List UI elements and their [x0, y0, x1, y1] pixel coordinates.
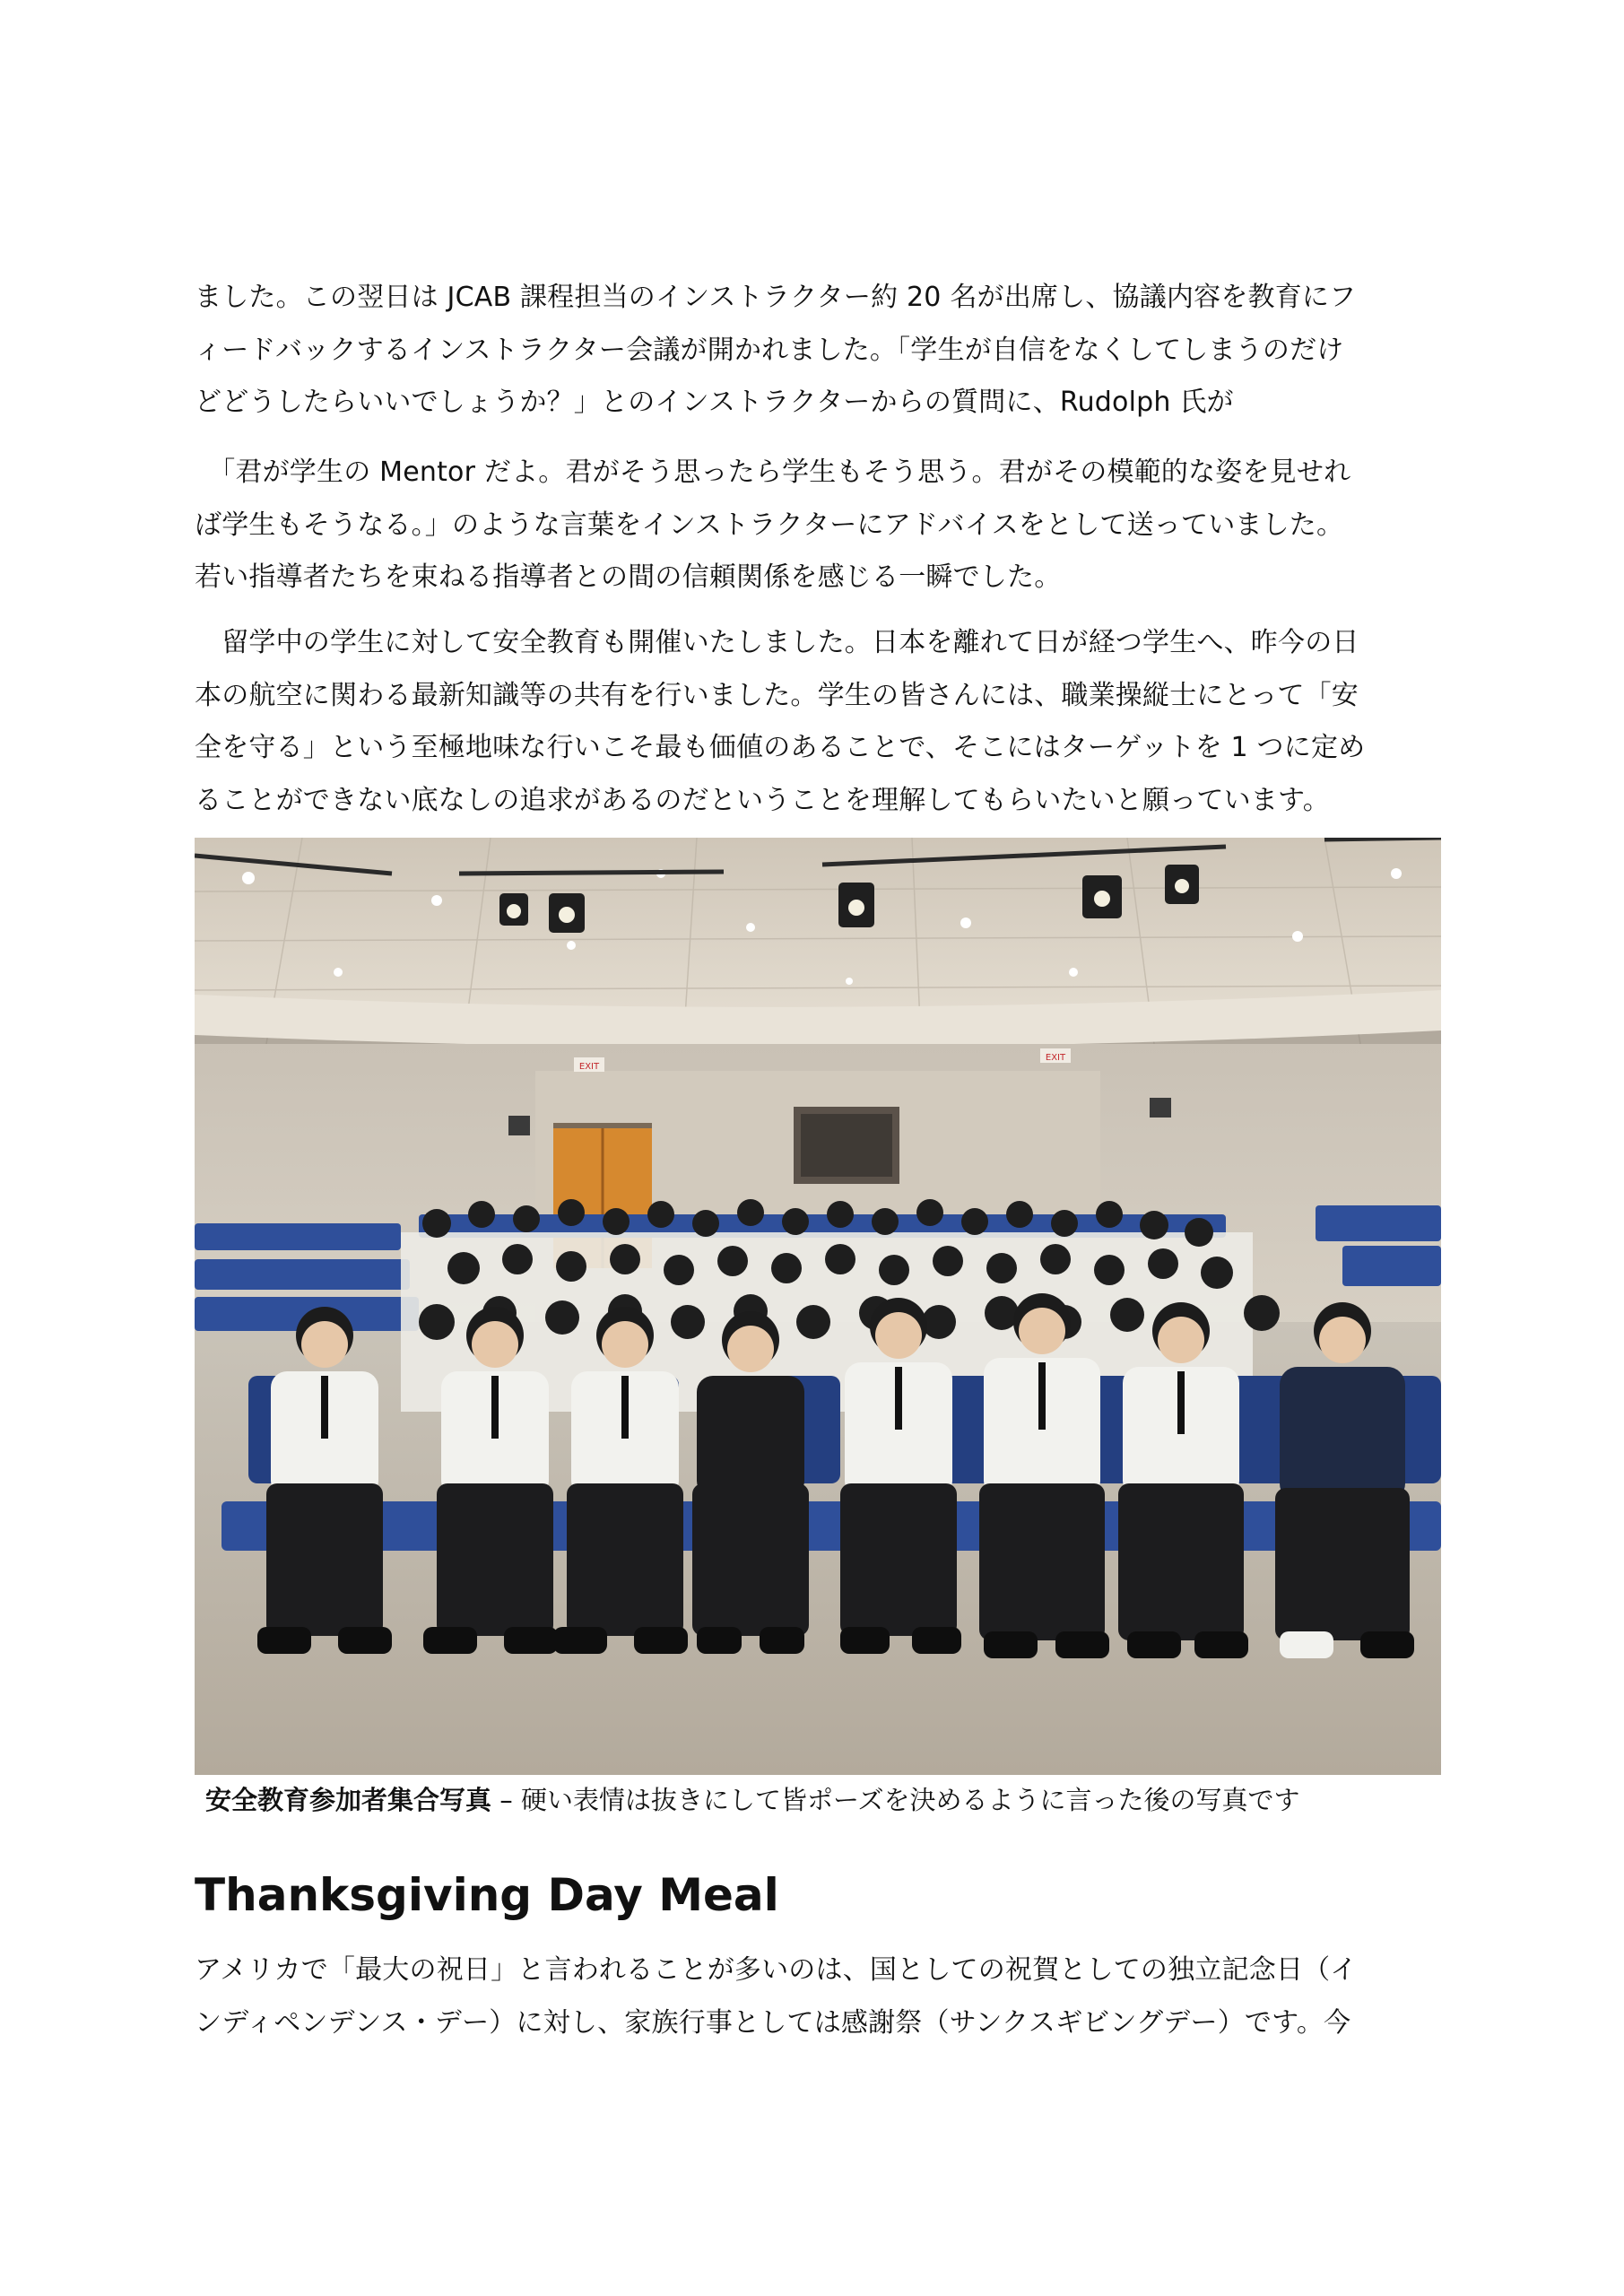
paragraph-safety-education [195, 617, 1441, 827]
paragraph-thanksgiving [195, 1944, 1441, 2049]
text-line: ンディペンデンス・デー）に対し、家族行事としては感謝祭（サンクスギビングデー）です。今 [195, 2006, 1351, 2039]
photo-caption [205, 1780, 1441, 1820]
exit-sign-text: EXIT [578, 1062, 600, 1072]
text-line: アメリカで「最大の祝日」と言われることが多いのは、国としての祝賀としての独立記念日（イ [195, 1954, 1358, 1986]
text-line: 若い指導者たちを束ねる指導者との間の信頼関係を感じる一瞬でした。 [195, 561, 1062, 593]
group-photo [195, 838, 1441, 1775]
text-line: ることができない底なしの追求があるのだということを理解してもらいたいと願っています。 [195, 784, 1330, 816]
caption-text: – 硬い表情は抜きにして皆ポーズを決めるように言った後の写真です [491, 1785, 1300, 1815]
paragraph-mentor-quote [195, 447, 1441, 604]
section-heading: Thanksgiving Day Meal [195, 1869, 779, 1921]
text-line: どどうしたらいいでしょうか？」とのインストラクターからの質問に、Rudolph 氏が [195, 387, 1234, 418]
exit-sign-text: EXIT [1045, 1053, 1066, 1063]
text-line: 本の航空に関わる最新知識等の共有を行いました。学生の皆さんには、職業操縦士にとって「安 [195, 679, 1359, 711]
text-line: 全を守る」という至極地味な行いこそ最も価値のあることで、そこにはターゲットを 1 つに定め [195, 732, 1366, 763]
text-line: ば学生もそうなる。」のような言葉をインストラクターにアドバイスをとして送っていました。 [195, 509, 1344, 541]
document-page [195, 0, 1441, 2296]
caption-title: 安全教育参加者集合写真 [205, 1785, 492, 1815]
paragraph-instructor-meeting [195, 272, 1441, 430]
text-line: 「君が学生の Mentor だよ。君がそう思ったら学生もそう思う。君がその模範的な姿を見せれ [195, 457, 1351, 488]
text-line: ました。この翌日は JCAB 課程担当のインストラクター約 20 名が出席し、協議内容を教育にフ [195, 282, 1357, 313]
text-line: ィードバックするインストラクター会議が開かれました。「学生が自信をなくしてしまうのだけ [195, 334, 1344, 366]
text-line: 留学中の学生に対して安全教育も開催いたしました。日本を離れて日が経つ学生へ、昨今の日 [195, 627, 1359, 658]
